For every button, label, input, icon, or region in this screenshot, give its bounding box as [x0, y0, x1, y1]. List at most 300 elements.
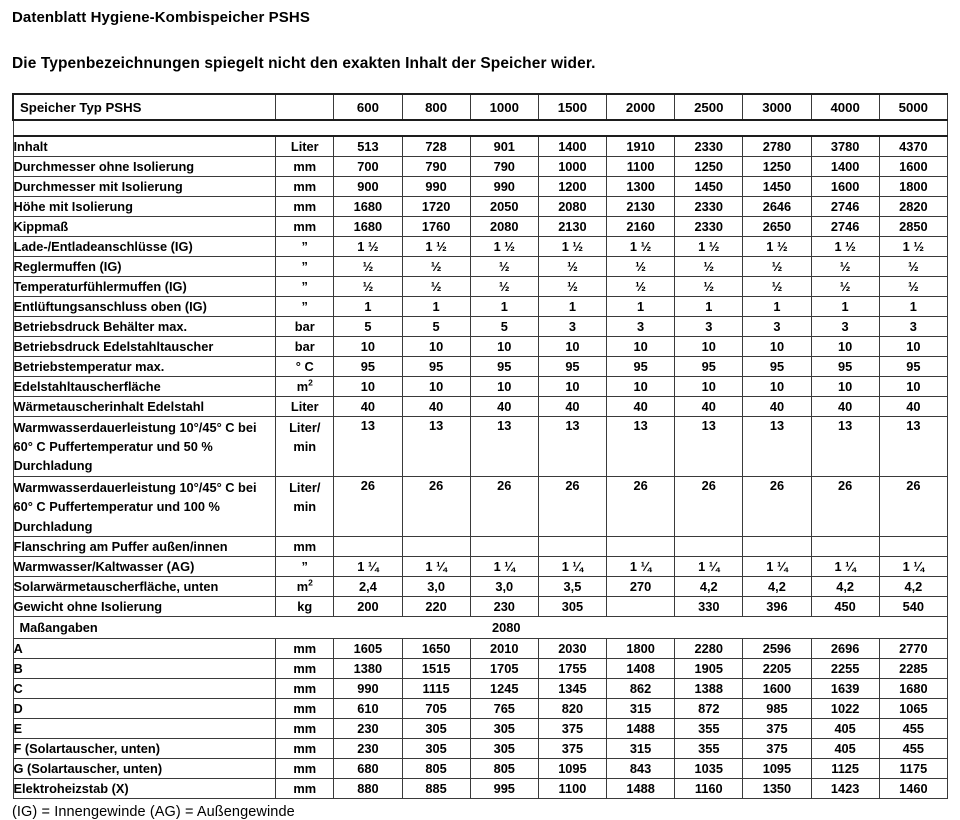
cell-value: 4,2 — [675, 576, 743, 596]
cell-value: 2770 — [879, 638, 947, 658]
cell-value: 1905 — [675, 658, 743, 678]
cell-value: 13 — [675, 416, 743, 476]
cell-value: 843 — [607, 758, 675, 778]
row-unit: mm — [276, 196, 334, 216]
cell-value: 1 ½ — [334, 236, 402, 256]
cell-value: 40 — [538, 396, 606, 416]
cell-value: 40 — [402, 396, 470, 416]
cell-value: 1245 — [470, 678, 538, 698]
cell-value: 10 — [811, 336, 879, 356]
cell-value: 1065 — [879, 698, 947, 718]
header-type-600: 600 — [334, 94, 402, 120]
specification-table — [12, 93, 948, 799]
header-type-2500: 2500 — [675, 94, 743, 120]
cell-value: 820 — [538, 698, 606, 718]
cell-value: 10 — [402, 376, 470, 396]
header-type-1500: 1500 — [538, 94, 606, 120]
cell-value: 375 — [743, 718, 811, 738]
table-row — [13, 638, 948, 658]
row-label: Durchmesser ohne Isolierung — [13, 156, 276, 176]
cell-value: 315 — [607, 738, 675, 758]
cell-value: 1600 — [811, 176, 879, 196]
cell-value: 10 — [743, 376, 811, 396]
row-label: Warmwasser/Kaltwasser (AG) — [13, 556, 276, 576]
cell-value: 10 — [607, 376, 675, 396]
cell-value: 700 — [334, 156, 402, 176]
cell-value: ½ — [470, 276, 538, 296]
cell-value: 900 — [334, 176, 402, 196]
cell-value: 1 ¼ — [879, 556, 947, 576]
cell-value: 1 ¼ — [538, 556, 606, 576]
cell-value: 95 — [607, 356, 675, 376]
cell-value: 305 — [470, 738, 538, 758]
cell-value: 40 — [470, 396, 538, 416]
cell-value — [334, 536, 402, 556]
table-row — [13, 176, 948, 196]
row-unit: bar — [276, 336, 334, 356]
cell-value: 10 — [470, 336, 538, 356]
cell-value: 230 — [334, 718, 402, 738]
cell-value: ½ — [675, 276, 743, 296]
table-row — [13, 376, 948, 396]
cell-value: ½ — [811, 256, 879, 276]
cell-value: 1 ½ — [743, 236, 811, 256]
cell-value — [538, 536, 606, 556]
cell-value: 610 — [334, 698, 402, 718]
row-unit: ” — [276, 236, 334, 256]
table-row — [13, 196, 948, 216]
cell-value: 26 — [402, 476, 470, 536]
row-label: Betriebsdruck Behälter max. — [13, 316, 276, 336]
table-row — [13, 576, 948, 596]
row-unit: $m^2$ — [276, 576, 334, 596]
row-label: E — [13, 718, 276, 738]
cell-value: 5 — [470, 316, 538, 336]
cell-value: 95 — [811, 356, 879, 376]
cell-value: 1680 — [879, 678, 947, 698]
row-unit: bar — [276, 316, 334, 336]
table-row — [13, 476, 948, 536]
cell-value: 995 — [470, 778, 538, 798]
row-unit: mm — [276, 216, 334, 236]
cell-value: 3,0 — [470, 576, 538, 596]
cell-value: ½ — [470, 256, 538, 276]
cell-value: 10 — [743, 336, 811, 356]
cell-value: 2050 — [470, 196, 538, 216]
table-row — [13, 698, 948, 718]
row-unit: mm — [276, 536, 334, 556]
cell-value: 680 — [334, 758, 402, 778]
cell-value: 3,5 — [538, 576, 606, 596]
cell-value: 1250 — [743, 156, 811, 176]
cell-value: 1100 — [538, 778, 606, 798]
cell-value: 990 — [334, 678, 402, 698]
row-unit: mm — [276, 678, 334, 698]
row-unit: ” — [276, 276, 334, 296]
cell-value — [675, 536, 743, 556]
header-type-3000: 3000 — [743, 94, 811, 120]
row-unit: mm — [276, 658, 334, 678]
cell-value: 375 — [538, 718, 606, 738]
row-unit: Liter — [276, 136, 334, 156]
cell-value: 40 — [334, 396, 402, 416]
cell-value: 2330 — [675, 196, 743, 216]
cell-value: 13 — [402, 416, 470, 476]
cell-value: ½ — [811, 276, 879, 296]
row-label: Höhe mit Isolierung — [13, 196, 276, 216]
cell-value: 1 ¼ — [607, 556, 675, 576]
cell-value: 330 — [675, 596, 743, 616]
cell-value: 1 ¼ — [470, 556, 538, 576]
cell-value: 355 — [675, 738, 743, 758]
table-row — [13, 778, 948, 798]
cell-value: 901 — [470, 136, 538, 156]
row-label: Warmwasserdauerleistung 10°/45° C bei 60° C Puffertemperatur und 50 % Durchladung — [13, 416, 276, 476]
cell-value: 2850 — [879, 216, 947, 236]
row-unit: mm — [276, 738, 334, 758]
cell-value: 1720 — [402, 196, 470, 216]
cell-value: 805 — [402, 758, 470, 778]
cell-value: 315 — [607, 698, 675, 718]
row-label: Solarwärmetauscherfläche, unten — [13, 576, 276, 596]
row-unit: mm — [276, 758, 334, 778]
cell-value — [402, 536, 470, 556]
cell-value: 3 — [811, 316, 879, 336]
cell-value: 2650 — [743, 216, 811, 236]
cell-value: ½ — [743, 276, 811, 296]
header-type-800: 800 — [402, 94, 470, 120]
cell-value: 26 — [470, 476, 538, 536]
cell-value: 13 — [879, 416, 947, 476]
table-row — [13, 356, 948, 376]
cell-value: 2746 — [811, 216, 879, 236]
row-label: D — [13, 698, 276, 718]
cell-value: 1639 — [811, 678, 879, 698]
row-label: Entlüftungsanschluss oben (IG) — [13, 296, 276, 316]
cell-value: 2746 — [811, 196, 879, 216]
cell-value — [743, 536, 811, 556]
table-body — [13, 94, 948, 798]
cell-value: 305 — [402, 718, 470, 738]
cell-value: 1450 — [743, 176, 811, 196]
row-label: Flanschring am Puffer außen/innen — [13, 536, 276, 556]
cell-value: ½ — [402, 276, 470, 296]
cell-value: 10 — [334, 336, 402, 356]
cell-value: 1408 — [607, 658, 675, 678]
cell-value: 1 ½ — [675, 236, 743, 256]
cell-value: 455 — [879, 718, 947, 738]
cell-value: 1 ¼ — [675, 556, 743, 576]
row-unit: $m^2$ — [276, 376, 334, 396]
cell-value: 990 — [470, 176, 538, 196]
cell-value: 2080 — [538, 196, 606, 216]
row-unit: Liter/ min — [276, 476, 334, 536]
cell-value: 1000 — [538, 156, 606, 176]
cell-value: 10 — [334, 376, 402, 396]
cell-value: 705 — [402, 698, 470, 718]
cell-value: 1035 — [675, 758, 743, 778]
cell-value — [607, 596, 675, 616]
row-unit: Liter/ min — [276, 416, 334, 476]
header-type-1000: 1000 — [470, 94, 538, 120]
row-label: Temperaturfühlermuffen (IG) — [13, 276, 276, 296]
cell-value: 1100 — [607, 156, 675, 176]
cell-value: 95 — [675, 356, 743, 376]
cell-value: 1 — [607, 296, 675, 316]
cell-value: 1 — [879, 296, 947, 316]
cell-value: 13 — [538, 416, 606, 476]
table-spacer-row — [13, 120, 948, 136]
cell-value: 1300 — [607, 176, 675, 196]
cell-value: 2130 — [607, 196, 675, 216]
cell-value: 13 — [470, 416, 538, 476]
cell-value: 1388 — [675, 678, 743, 698]
cell-value: 1605 — [334, 638, 402, 658]
cell-value: 375 — [743, 738, 811, 758]
cell-value: 3 — [879, 316, 947, 336]
cell-value: 513 — [334, 136, 402, 156]
cell-value: 885 — [402, 778, 470, 798]
cell-value: 1 ½ — [607, 236, 675, 256]
unit-superscript: 2 — [308, 377, 313, 388]
cell-value: ½ — [538, 276, 606, 296]
cell-value: 790 — [402, 156, 470, 176]
row-unit: kg — [276, 596, 334, 616]
table-row — [13, 596, 948, 616]
row-unit: mm — [276, 778, 334, 798]
cell-value: 40 — [743, 396, 811, 416]
cell-value: 230 — [470, 596, 538, 616]
cell-value: 2010 — [470, 638, 538, 658]
cell-value: 270 — [607, 576, 675, 596]
table-row — [13, 316, 948, 336]
table-row — [13, 758, 948, 778]
cell-value: 26 — [879, 476, 947, 536]
cell-value: 40 — [879, 396, 947, 416]
row-label: Warmwasserdauerleistung 10°/45° C bei 60° C Puffertemperatur und 100 % Durchladung — [13, 476, 276, 536]
row-label: Maßangaben 2080 — [13, 616, 948, 638]
cell-value: 1 ¼ — [811, 556, 879, 576]
row-label: Gewicht ohne Isolierung — [13, 596, 276, 616]
header-type-2000: 2000 — [607, 94, 675, 120]
cell-value: 1200 — [538, 176, 606, 196]
cell-value: 2780 — [743, 136, 811, 156]
cell-value: 375 — [538, 738, 606, 758]
row-unit: ” — [276, 556, 334, 576]
cell-value: ½ — [334, 256, 402, 276]
cell-value: 2205 — [743, 658, 811, 678]
cell-value: 26 — [811, 476, 879, 536]
table-row — [13, 216, 948, 236]
cell-value: 1680 — [334, 216, 402, 236]
cell-value: 450 — [811, 596, 879, 616]
cell-value: 1 ¼ — [743, 556, 811, 576]
cell-value: 1 — [811, 296, 879, 316]
cell-value: ½ — [402, 256, 470, 276]
cell-value: 26 — [607, 476, 675, 536]
table-row — [13, 738, 948, 758]
cell-value: ½ — [675, 256, 743, 276]
row-label: Lade-/Entladeanschlüsse (IG) — [13, 236, 276, 256]
cell-value: 540 — [879, 596, 947, 616]
cell-value: 305 — [538, 596, 606, 616]
row-unit: mm — [276, 698, 334, 718]
cell-value: 1095 — [538, 758, 606, 778]
cell-value: 1 ¼ — [334, 556, 402, 576]
cell-value — [811, 536, 879, 556]
cell-value: 10 — [879, 376, 947, 396]
cell-value: 95 — [743, 356, 811, 376]
cell-value: 13 — [811, 416, 879, 476]
cell-value: 4,2 — [879, 576, 947, 596]
cell-value: ½ — [538, 256, 606, 276]
cell-value: 230 — [334, 738, 402, 758]
cell-value: 1175 — [879, 758, 947, 778]
row-label: Betriebstemperatur max. — [13, 356, 276, 376]
cell-value: 1450 — [675, 176, 743, 196]
cell-value: 805 — [470, 758, 538, 778]
cell-value: 1488 — [607, 718, 675, 738]
row-unit: mm — [276, 156, 334, 176]
cell-value: 10 — [402, 336, 470, 356]
cell-value: 10 — [675, 336, 743, 356]
header-type-5000: 5000 — [879, 94, 947, 120]
cell-value: 1160 — [675, 778, 743, 798]
row-label: Betriebsdruck Edelstahltauscher — [13, 336, 276, 356]
cell-value: 2820 — [879, 196, 947, 216]
cell-value: ½ — [879, 256, 947, 276]
cell-value: 1 — [538, 296, 606, 316]
merged-row-value: 2080 — [492, 619, 521, 635]
cell-value: 95 — [334, 356, 402, 376]
cell-value: 40 — [675, 396, 743, 416]
cell-value: 26 — [675, 476, 743, 536]
cell-value: 3,0 — [402, 576, 470, 596]
cell-value: 95 — [470, 356, 538, 376]
cell-value: 1400 — [538, 136, 606, 156]
cell-value: 1350 — [743, 778, 811, 798]
cell-value: 1650 — [402, 638, 470, 658]
cell-value: 1 ½ — [402, 236, 470, 256]
cell-value: 3 — [743, 316, 811, 336]
table-row — [13, 616, 948, 638]
cell-value: 1 — [402, 296, 470, 316]
row-unit: ” — [276, 296, 334, 316]
cell-value: 1125 — [811, 758, 879, 778]
cell-value: 1400 — [811, 156, 879, 176]
cell-value: 405 — [811, 738, 879, 758]
cell-value — [879, 536, 947, 556]
cell-value: 1 ½ — [811, 236, 879, 256]
cell-value: 2646 — [743, 196, 811, 216]
table-header-row — [13, 94, 948, 120]
cell-value: 1 ¼ — [402, 556, 470, 576]
cell-value: 2596 — [743, 638, 811, 658]
cell-value: 728 — [402, 136, 470, 156]
header-label-cell: Speicher Typ PSHS — [13, 94, 276, 120]
cell-value: 2255 — [811, 658, 879, 678]
cell-value: 1 — [470, 296, 538, 316]
cell-value: 1 ½ — [470, 236, 538, 256]
table-row — [13, 556, 948, 576]
cell-value: 305 — [402, 738, 470, 758]
cell-value: 990 — [402, 176, 470, 196]
cell-value: 3 — [675, 316, 743, 336]
cell-value: 2330 — [675, 216, 743, 236]
cell-value: ½ — [607, 276, 675, 296]
cell-value: 1022 — [811, 698, 879, 718]
table-row — [13, 396, 948, 416]
cell-value: 220 — [402, 596, 470, 616]
merged-row-value-wrap — [14, 617, 948, 638]
unit-superscript: 2 — [308, 577, 313, 588]
cell-value: 1705 — [470, 658, 538, 678]
row-unit: mm — [276, 176, 334, 196]
cell-value: 305 — [470, 718, 538, 738]
spacer-cell — [13, 120, 948, 136]
cell-value: 2160 — [607, 216, 675, 236]
table-row — [13, 416, 948, 476]
cell-value: 4370 — [879, 136, 947, 156]
cell-value: 2330 — [675, 136, 743, 156]
cell-value: 2280 — [675, 638, 743, 658]
table-row — [13, 276, 948, 296]
cell-value: 1600 — [743, 678, 811, 698]
cell-value: 872 — [675, 698, 743, 718]
cell-value: 1 — [334, 296, 402, 316]
row-unit: ” — [276, 256, 334, 276]
cell-value: 1115 — [402, 678, 470, 698]
cell-value: ½ — [743, 256, 811, 276]
cell-value: 1800 — [607, 638, 675, 658]
cell-value: 2696 — [811, 638, 879, 658]
cell-value: 1515 — [402, 658, 470, 678]
cell-value: 355 — [675, 718, 743, 738]
cell-value: 1488 — [607, 778, 675, 798]
cell-value: 1 ½ — [879, 236, 947, 256]
table-row — [13, 156, 948, 176]
row-unit: Liter — [276, 396, 334, 416]
table-row — [13, 336, 948, 356]
cell-value: 1250 — [675, 156, 743, 176]
cell-value: 1910 — [607, 136, 675, 156]
cell-value: 1460 — [879, 778, 947, 798]
cell-value: 200 — [334, 596, 402, 616]
row-label: Elektroheizstab (X) — [13, 778, 276, 798]
row-label: C — [13, 678, 276, 698]
cell-value: 1095 — [743, 758, 811, 778]
table-footnote: (IG) = Innengewinde (AG) = Außengewinde — [12, 803, 295, 820]
cell-value: 4,2 — [811, 576, 879, 596]
cell-value — [470, 536, 538, 556]
cell-value: 3 — [607, 316, 675, 336]
cell-value: ½ — [879, 276, 947, 296]
cell-value: 790 — [470, 156, 538, 176]
table-row — [13, 718, 948, 738]
cell-value: 26 — [334, 476, 402, 536]
cell-value: 40 — [607, 396, 675, 416]
row-label: A — [13, 638, 276, 658]
cell-value — [607, 536, 675, 556]
cell-value: 1800 — [879, 176, 947, 196]
cell-value: 10 — [675, 376, 743, 396]
cell-value: 1380 — [334, 658, 402, 678]
table-row — [13, 296, 948, 316]
cell-value: 455 — [879, 738, 947, 758]
cell-value: 13 — [743, 416, 811, 476]
row-label: Kippmaß — [13, 216, 276, 236]
table-row — [13, 536, 948, 556]
